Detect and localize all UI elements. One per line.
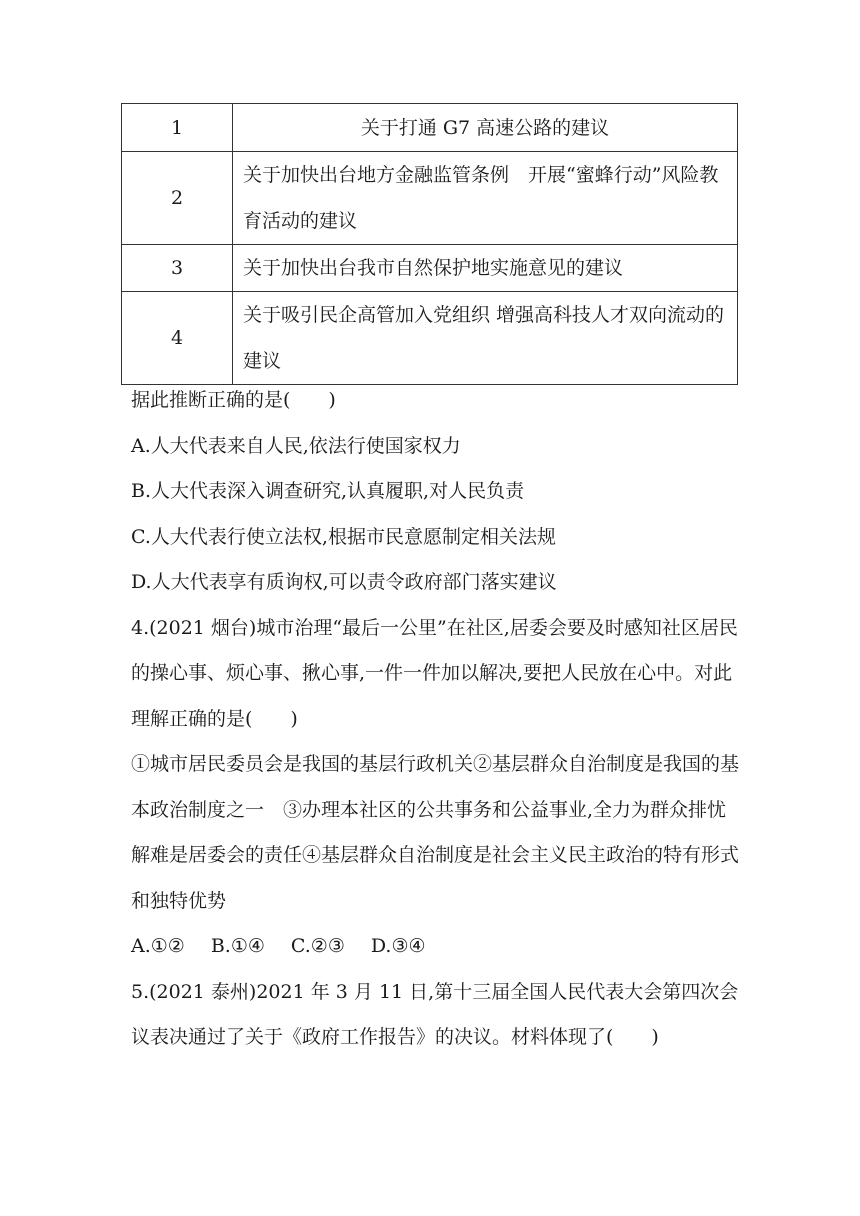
- q3-stem: 据此推断正确的是( ): [131, 389, 336, 411]
- q4-option-b: B.①④: [210, 935, 265, 957]
- row-number: 4: [122, 292, 233, 385]
- table-row: [122, 292, 738, 385]
- table-row: [122, 152, 738, 245]
- q3-option-b: B.人大代表深入调查研究,认真履职,对人民负责: [131, 480, 525, 502]
- q4-option-a: A.①②: [131, 935, 185, 957]
- question-body: [131, 378, 741, 1061]
- table-row: [122, 245, 738, 292]
- row-text: 关于打通 G7 高速公路的建议: [233, 104, 738, 152]
- row-number: 3: [122, 245, 233, 292]
- q4-options: [131, 924, 741, 970]
- proposal-table: [121, 103, 738, 385]
- q3-option-d: D.人大代表享有质询权,可以责令政府部门落实建议: [131, 571, 557, 593]
- q3-option-c: C.人大代表行使立法权,根据市民意愿制定相关法规: [131, 525, 556, 548]
- q3-option-a: A.人大代表来自人民,依法行使国家权力: [131, 434, 461, 457]
- row-text: 关于吸引民企高管加入党组织 增强高科技人才双向流动的建议: [233, 292, 738, 385]
- q4-option-d: D.③④: [370, 935, 426, 957]
- table-row: [122, 104, 738, 152]
- row-number: 1: [122, 104, 233, 152]
- q5-stem: 5.(2021 泰州)2021 年 3 月 11 日,第十三届全国人民代表大会第四次会议表决通过了关于《政府工作报告》的决议。材料体现了( ): [131, 980, 739, 1048]
- row-number: 2: [122, 152, 233, 245]
- row-text: 关于加快出台我市自然保护地实施意见的建议: [233, 245, 738, 292]
- q4-option-c: C.②③: [290, 935, 345, 957]
- row-text: 关于加快出台地方金融监管条例 开展“蜜蜂行动”风险教育活动的建议: [233, 152, 738, 245]
- q4-statements: ①城市居民委员会是我国的基层行政机关②基层群众自治制度是我国的基本政治制度之一 ③办理本社区的公共事务和公益事业,全力为群众排忧解难是居委会的责任④基层群众自治制度是社会主义民主政治的特有形式和独特优势: [131, 753, 740, 912]
- q4-stem: 4.(2021 烟台)城市治理“最后一公里”在社区,居委会要及时感知社区居民的操心事、烦心事、揪心事,一件一件加以解决,要把人民放在心中。对此理解正确的是( ): [131, 616, 738, 730]
